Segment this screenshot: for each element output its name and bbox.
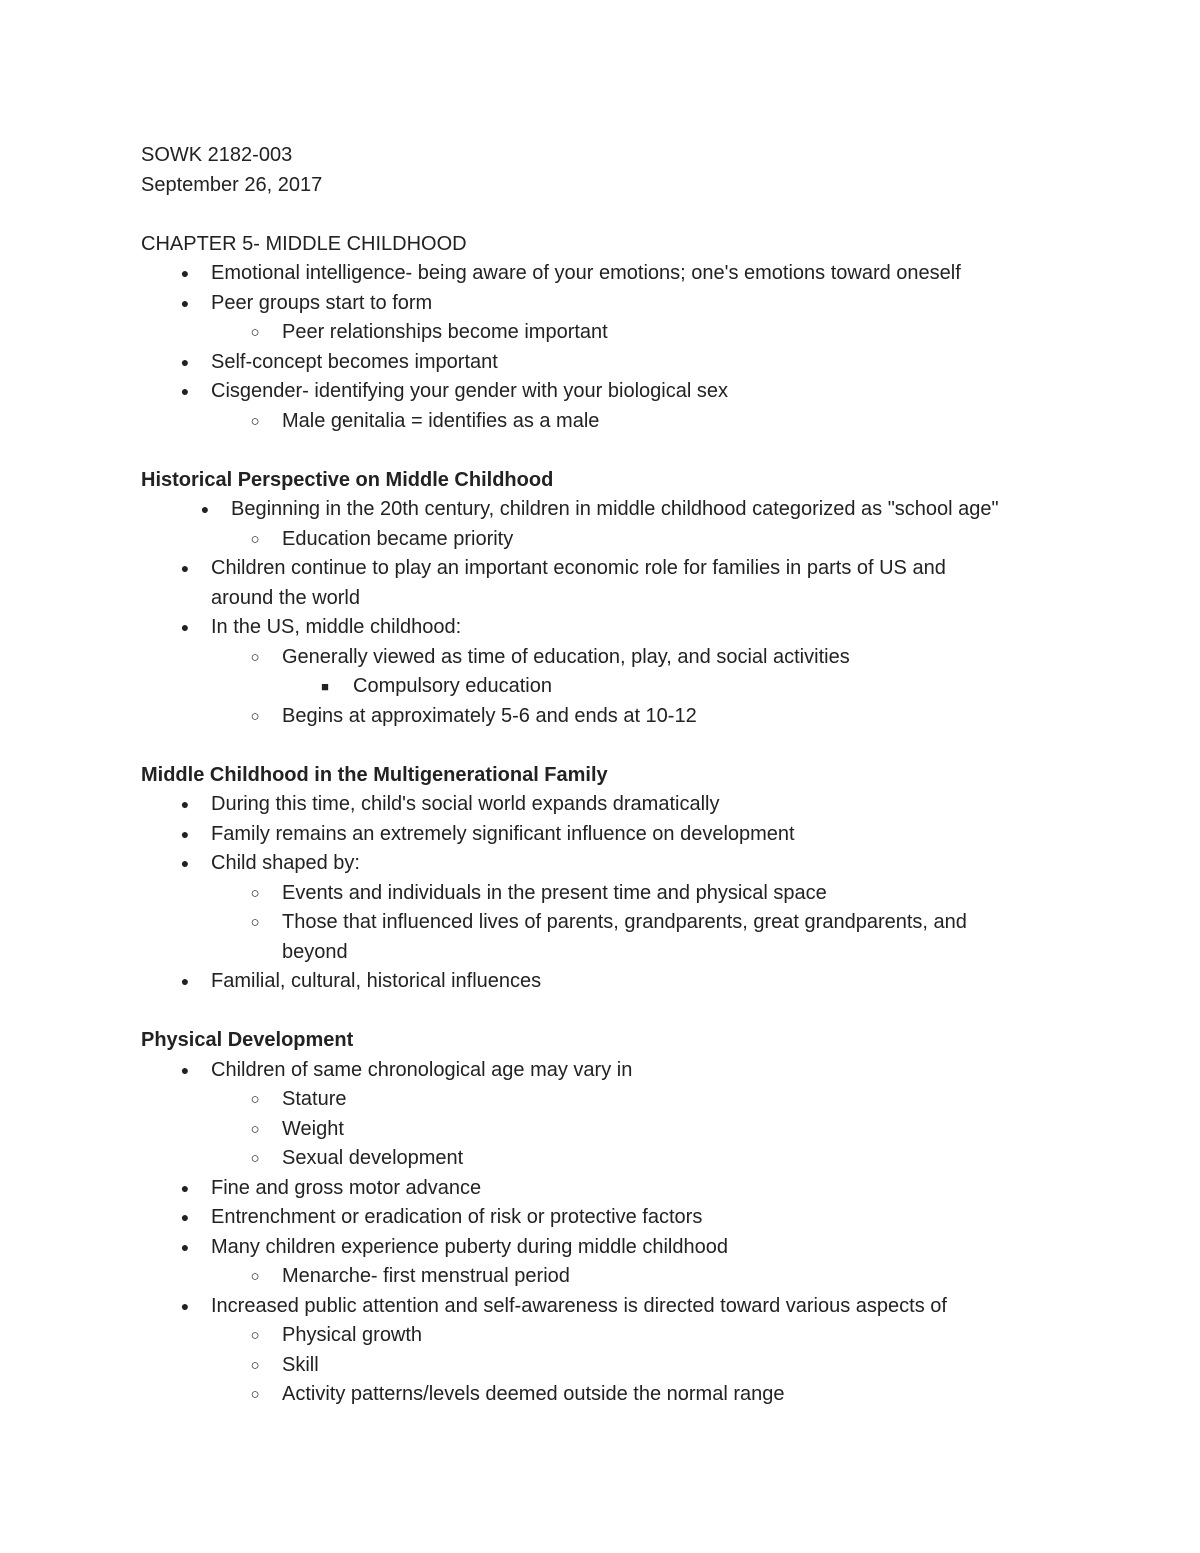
list-item: ■ Compulsory education (141, 672, 1071, 702)
list-item: ○ Education became priority (141, 525, 1071, 555)
list-item: ● Entrenchment or eradication of risk or protective factors (141, 1203, 1071, 1233)
list-item: ○ Begins at approximately 5-6 and ends at 10-12 (141, 702, 1071, 732)
bullet-disc-icon: ● (180, 796, 190, 812)
bullet-circle-icon: ○ (250, 884, 260, 902)
bullet-circle-icon: ○ (250, 412, 260, 430)
section-heading-physical: Physical Development (141, 1029, 354, 1051)
list-item: ○ Activity patterns/levels deemed outside the normal range (141, 1380, 1071, 1410)
section-heading-historical: Historical Perspective on Middle Childhood (141, 468, 554, 491)
list-item: ● Increased public attention and self-awareness is directed toward various aspects of (141, 1292, 1071, 1322)
bullet-circle-icon: ○ (250, 1386, 260, 1403)
bullet-circle-icon: ○ (250, 1327, 260, 1344)
list-item: ○ Those that influenced lives of parents, grandparents, great grandparents, and (141, 908, 1071, 938)
bullet-square-icon: ■ (321, 679, 329, 694)
list-item: ○ Generally viewed as time of education, play, and social activities (141, 643, 1071, 673)
list-item: ● Peer groups start to form (141, 289, 1071, 319)
bullet-circle-icon: ○ (250, 1120, 260, 1138)
bullet-disc-icon: ● (180, 265, 190, 281)
list-item: ● Children continue to play an important economic role for families in parts of US and (141, 554, 1071, 584)
list-item: ● Many children experience puberty during middle childhood (141, 1233, 1071, 1263)
list-item: ● During this time, child's social world expands dramatically (141, 790, 1071, 820)
bullet-circle-icon: ○ (250, 1356, 260, 1374)
list-item: ○ Physical growth (141, 1321, 1071, 1351)
list-item: ● Family remains an extremely significant influence on development (141, 820, 1071, 850)
list-item: ● Familial, cultural, historical influences (141, 967, 1071, 997)
bullet-disc-icon: ● (180, 1061, 190, 1078)
bullet-disc-icon: ● (180, 1238, 190, 1255)
bullet-disc-icon: ● (200, 501, 210, 517)
bullet-circle-icon: ○ (250, 1268, 260, 1285)
list-item: ● Self-concept becomes important (141, 348, 1071, 378)
bullet-disc-icon: ● (180, 973, 190, 989)
list-item: ● Child shaped by: (141, 849, 1071, 879)
bullet-disc-icon: ● (180, 1209, 190, 1225)
list-item: ○ Stature (141, 1085, 1071, 1115)
bullet-disc-icon: ● (180, 383, 190, 399)
course-code: SOWK 2182-003 (141, 144, 293, 166)
list-item: ● Emotional intelligence- being aware of your emotions; one's emotions toward oneself (141, 259, 1071, 289)
bullet-circle-icon: ○ (250, 707, 260, 725)
bullet-disc-icon: ● (180, 560, 190, 576)
list-item: ○ Events and individuals in the present time and physical space (141, 879, 1071, 909)
chapter-title: CHAPTER 5- MIDDLE CHILDHOOD (141, 232, 467, 255)
bullet-disc-icon: ● (180, 1297, 190, 1314)
note-date: September 26, 2017 (141, 173, 323, 196)
list-item: ○ Skill (141, 1351, 1071, 1381)
bullet-circle-icon: ○ (250, 530, 260, 548)
list-item: ● Children of same chronological age may vary in (141, 1056, 1071, 1086)
section-heading-family: Middle Childhood in the Multigenerational Family (141, 763, 608, 786)
bullet-disc-icon: ● (180, 294, 190, 311)
bullet-disc-icon: ● (180, 1179, 190, 1196)
list-item: ● Beginning in the 20th century, children in middle childhood categorized as "school age" (141, 495, 1071, 525)
list-item: ○ Weight (141, 1115, 1071, 1145)
list-item: ● In the US, middle childhood: (141, 613, 1071, 643)
list-item: ○ Menarche- first menstrual period (141, 1262, 1071, 1292)
bullet-circle-icon: ○ (250, 914, 260, 931)
list-item-continuation: around the world (211, 586, 360, 609)
bullet-circle-icon: ○ (250, 324, 260, 341)
list-item: ○ Male genitalia = identifies as a male (141, 407, 1071, 437)
list-item: ○ Sexual development (141, 1144, 1071, 1174)
list-item-continuation: beyond (282, 940, 348, 963)
bullet-circle-icon: ○ (250, 648, 260, 666)
bullet-disc-icon: ● (180, 619, 190, 635)
bullet-disc-icon: ● (180, 353, 190, 370)
list-item: ○ Peer relationships become important (141, 318, 1071, 348)
bullet-disc-icon: ● (180, 825, 190, 842)
bullet-disc-icon: ● (180, 855, 190, 871)
document-body (141, 141, 1071, 1410)
list-item: ● Cisgender- identifying your gender with your biological sex (141, 377, 1071, 407)
bullet-circle-icon: ○ (250, 1150, 260, 1167)
bullet-circle-icon: ○ (250, 1091, 260, 1108)
list-item: ● Fine and gross motor advance (141, 1174, 1071, 1204)
